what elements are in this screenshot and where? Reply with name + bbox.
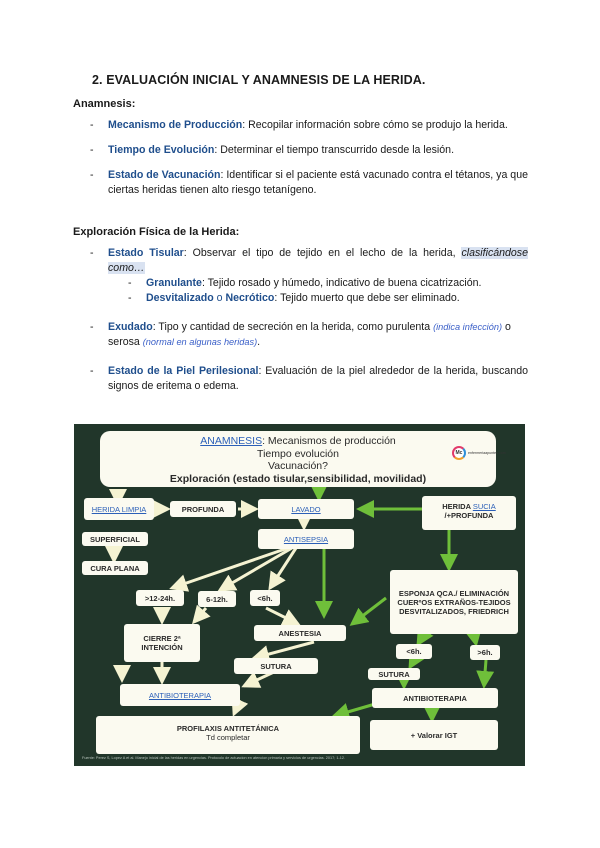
herida-limpia-box: [84, 498, 154, 520]
anamnesis-line: Tiempo evolución: [257, 447, 339, 460]
antisepsia-link: ANTISEPSIA: [283, 534, 329, 544]
note-text: (normal en algunas heridas): [142, 336, 258, 347]
profilaxis-box: [96, 716, 360, 754]
herida-sucia-text: /+PROFUNDA: [444, 511, 494, 520]
valorar-igt-box: + Valorar IGT: [370, 720, 498, 750]
bullet-key: Granulante: [146, 277, 202, 289]
bullet-text: o serosa: [108, 321, 511, 348]
herida-sucia-text: HERIDA: [442, 502, 473, 511]
superficial-box: SUPERFICIAL: [82, 532, 148, 546]
anamnesis-line: : Mecanismos de producción: [262, 435, 396, 447]
bullet-connector: o: [213, 292, 226, 304]
bullet-key: Desvitalizado: [146, 292, 214, 304]
bullet-key: Estado Tisular: [108, 247, 184, 259]
document-page: 2. EVALUACIÓN INICIAL Y ANAMNESIS DE LA HERIDA. Anamnesis: - Mecanismo de Producción: Recopilar información sobre cómo se produjo la herida. - Tiempo de Evolución: Determinar el tiempo transcurrido desde la lesión. - Estado de Vacunación: Identificar si el paciente está vacunado contra el tétanos, ya que ciertas heridas tienen alto riesgo tetanígeno. Exploración Física de la Herida: - Estado Tisular: Observar el tipo de tejido en el lecho de la herida, clasificándose como… - Granulante: Tejido rosado y húmedo, indicativo de buena cicatrización. - Desvitalizado o Necrótico: Tejido muerto que debe ser eliminado. - Exudado: Tipo y cantidad de secreción en la herida, como purulenta (indica infección) o serosa (normal en algunas heridas). - Estado de la Piel Perilesional: Evaluación de la piel alrededor de la herida, buscando signos de eritema o edema. ANAMNESIS: Mecanismos de producción Tiempo evolución Vacunación? Exploración (estado tisular,sensibilidad, movilidad) Mc enfermeriaapuntes.com HERIDA LIMPIA PROFUNDA LAVADO HERIDA SUCIA /+PROFUNDA SUPERFICIAL ANTISEPSIA CURA PLANA >12-24h. 6-12h. <6h. ESPONJA QCA./ ELIMINACIÓN CUERºOS EXTRAÑOS-TEJIDOS DESVITALIZADOS, FRIEDRICH CIERRE 2ª INTENCIÓN ANESTESIA <6h. >6h. SUTURA SUTURA ANTIBIOTERAPIA ANTIBIOTERAPIA PROFILAXIS ANTITETÁNICA Td completar + Valorar IGT Fuente: Perez S, Lopez A et al. Manejo inicial de las heridas en urgencias. Protocolo de actuacion en atencion primaria y servicios de urgencias. 2017; 1-12.: [0, 0, 600, 848]
bullet-key: Estado de la Piel Perilesional: [108, 365, 259, 377]
bullet-text: : Identificar si el paciente está vacunado contra el tétanos, ya que ciertas heridas tienen alto riesgo tetanígeno.: [108, 169, 528, 196]
exploracion-heading: Exploración Física de la Herida:: [73, 226, 240, 238]
time-6-12h-box: 6-12h.: [198, 591, 236, 607]
wound-flow-diagram: [74, 424, 525, 766]
right-lt6h-box: <6h.: [396, 644, 432, 659]
bullet-text: : Observar el tipo de tejido en el lecho de la herida,: [183, 247, 462, 259]
lavado-box: [258, 499, 354, 519]
anamnesis-heading: Anamnesis:: [73, 98, 136, 110]
anamnesis-line: Exploración (estado tisular,sensibilidad, movilidad): [169, 472, 427, 485]
anestesia-box: ANESTESIA: [254, 625, 346, 641]
anamnesis-line: Vacunación?: [268, 460, 328, 472]
profilaxis-sub: Td completar: [206, 733, 250, 742]
section-title: 2. EVALUACIÓN INICIAL Y ANAMNESIS DE LA HERIDA.: [92, 73, 426, 87]
logo-text: enfermeriaapuntes.com: [468, 451, 506, 455]
sutura-right-box: SUTURA: [368, 668, 420, 680]
logo-icon: Mc: [452, 446, 466, 460]
bullet-text: : Tipo y cantidad de secreción en la herida, como purulenta: [152, 321, 434, 333]
bullet-text: : Recopilar información sobre cómo se produjo la herida.: [242, 119, 508, 131]
bullet-key: Estado de Vacunación: [108, 169, 221, 181]
esponja-box: ESPONJA QCA./ ELIMINACIÓN CUERºOS EXTRAÑOS-TEJIDOS DESVITALIZADOS, FRIEDRICH: [390, 570, 518, 634]
herida-limpia-link: HERIDA LIMPIA: [91, 504, 147, 514]
antibioterapia-link: ANTIBIOTERAPIA: [148, 690, 212, 700]
cura-plana-box: CURA PLANA: [82, 561, 148, 575]
bullet-text: : Tejido muerto que debe ser eliminado.: [274, 292, 460, 304]
anamnesis-box: [100, 431, 496, 487]
sutura-left-box: SUTURA: [234, 658, 318, 674]
anamnesis-link: ANAMNESIS: [200, 435, 263, 447]
bullet-text: : Determinar el tiempo transcurrido desde la lesión.: [214, 144, 455, 156]
cierre-box: CIERRE 2ª INTENCIÓN: [124, 624, 200, 662]
time-12-24h-box: >12-24h.: [136, 590, 184, 606]
antibioterapia-left-box: [120, 684, 240, 706]
highlight-text: clasificándose como…: [108, 247, 528, 274]
antisepsia-box: [258, 529, 354, 549]
time-lt6h-box: <6h.: [250, 590, 280, 606]
bullet-key: Tiempo de Evolución: [108, 144, 215, 156]
bullet-text: : Tejido rosado y húmedo, indicativo de buena cicatrización.: [201, 277, 482, 289]
antibioterapia-right-box: ANTIBIOTERAPIA: [372, 688, 498, 708]
bullet-key: Exudado: [108, 321, 153, 333]
bullet-end: .: [257, 335, 261, 348]
bullet-key: Mecanismo de Producción: [108, 119, 243, 131]
profilaxis-title: PROFILAXIS ANTITETÁNICA: [176, 724, 280, 733]
herida-sucia-link: SUCIA: [472, 502, 496, 511]
diagram-source: Fuente: Perez S, Lopez A et al. Manejo inicial de las heridas en urgencias. Protocolo de actuacion en atencion primaria y servicios de urgencias. 2017; 1-12.: [82, 756, 345, 760]
note-text: (indica infección): [433, 322, 503, 332]
lavado-link: LAVADO: [291, 504, 321, 514]
right-gt6h-box: >6h.: [470, 645, 500, 660]
profunda-box: PROFUNDA: [170, 501, 236, 517]
bullet-text: : Evaluación de la piel alrededor de la herida, buscando signos de eritema o edema.: [108, 365, 528, 392]
bullet-key: Necrótico: [225, 292, 275, 304]
herida-sucia-box: [422, 496, 516, 530]
